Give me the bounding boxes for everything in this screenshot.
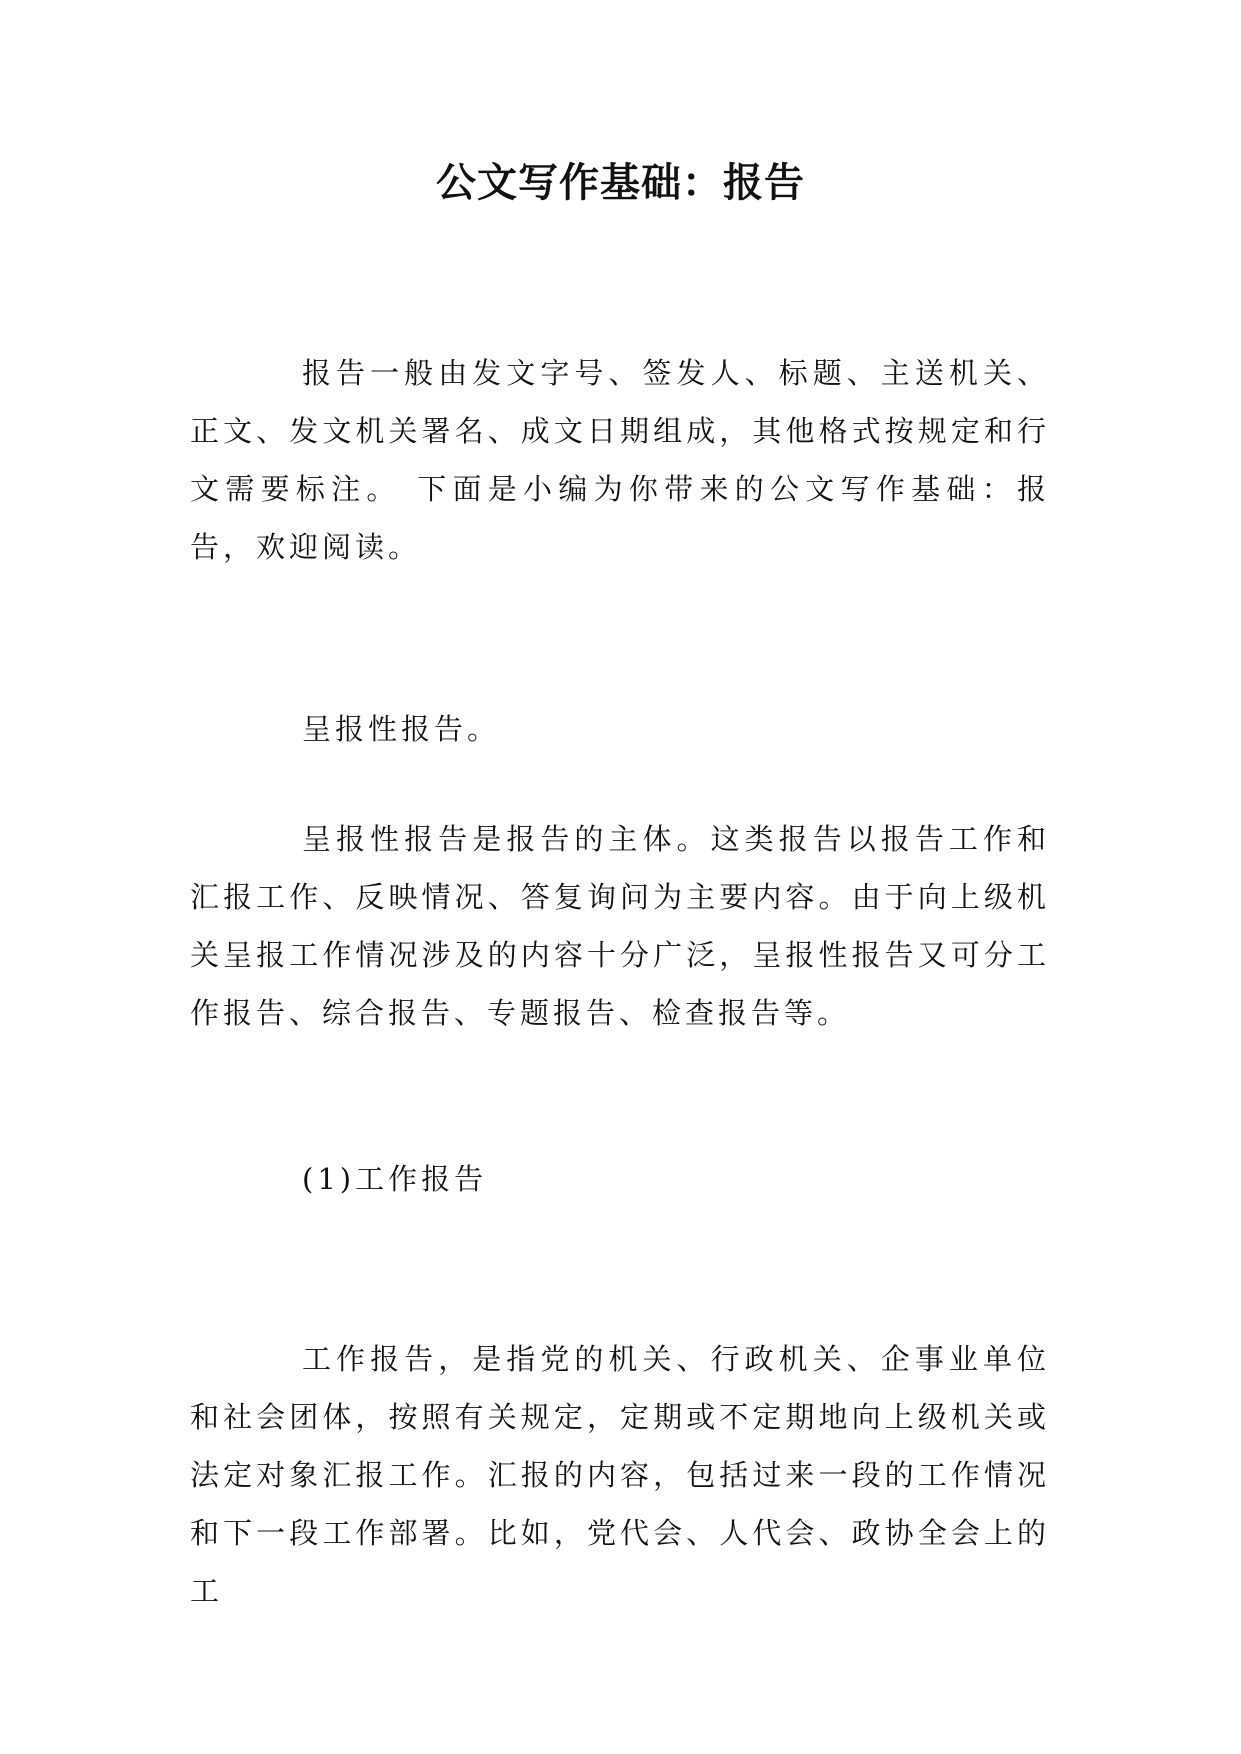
section-heading-presentation-report: 呈报性报告。 [302,712,501,746]
document-title: 公文写作基础：报告 [436,160,805,206]
intro-paragraph: 报告一般由发文字号、签发人、标题、主送机关、正文、发文机关署名、成文日期组成，其他格式按规定和行文需要标注。 下面是小编为你带来的公文写作基础：报告，欢迎阅读。 [190,356,1050,564]
subsection-heading-work-report: (1)工作报告 [302,1162,488,1196]
presentation-report-paragraph: 呈报性报告是报告的主体。这类报告以报告工作和汇报工作、反映情况、答复询问为主要内容。由于向上级机关呈报工作情况涉及的内容十分广泛，呈报性报告又可分工作报告、综合报告、专题报告、检查报告等。 [190,822,1050,1030]
work-report-paragraph: 工作报告，是指党的机关、行政机关、企事业单位和社会团体，按照有关规定，定期或不定期地向上级机关或法定对象汇报工作。汇报的内容，包括过来一段的工作情况和下一段工作部署。比如，党代会、人代会、政协全会上的工 [190,1342,1050,1608]
